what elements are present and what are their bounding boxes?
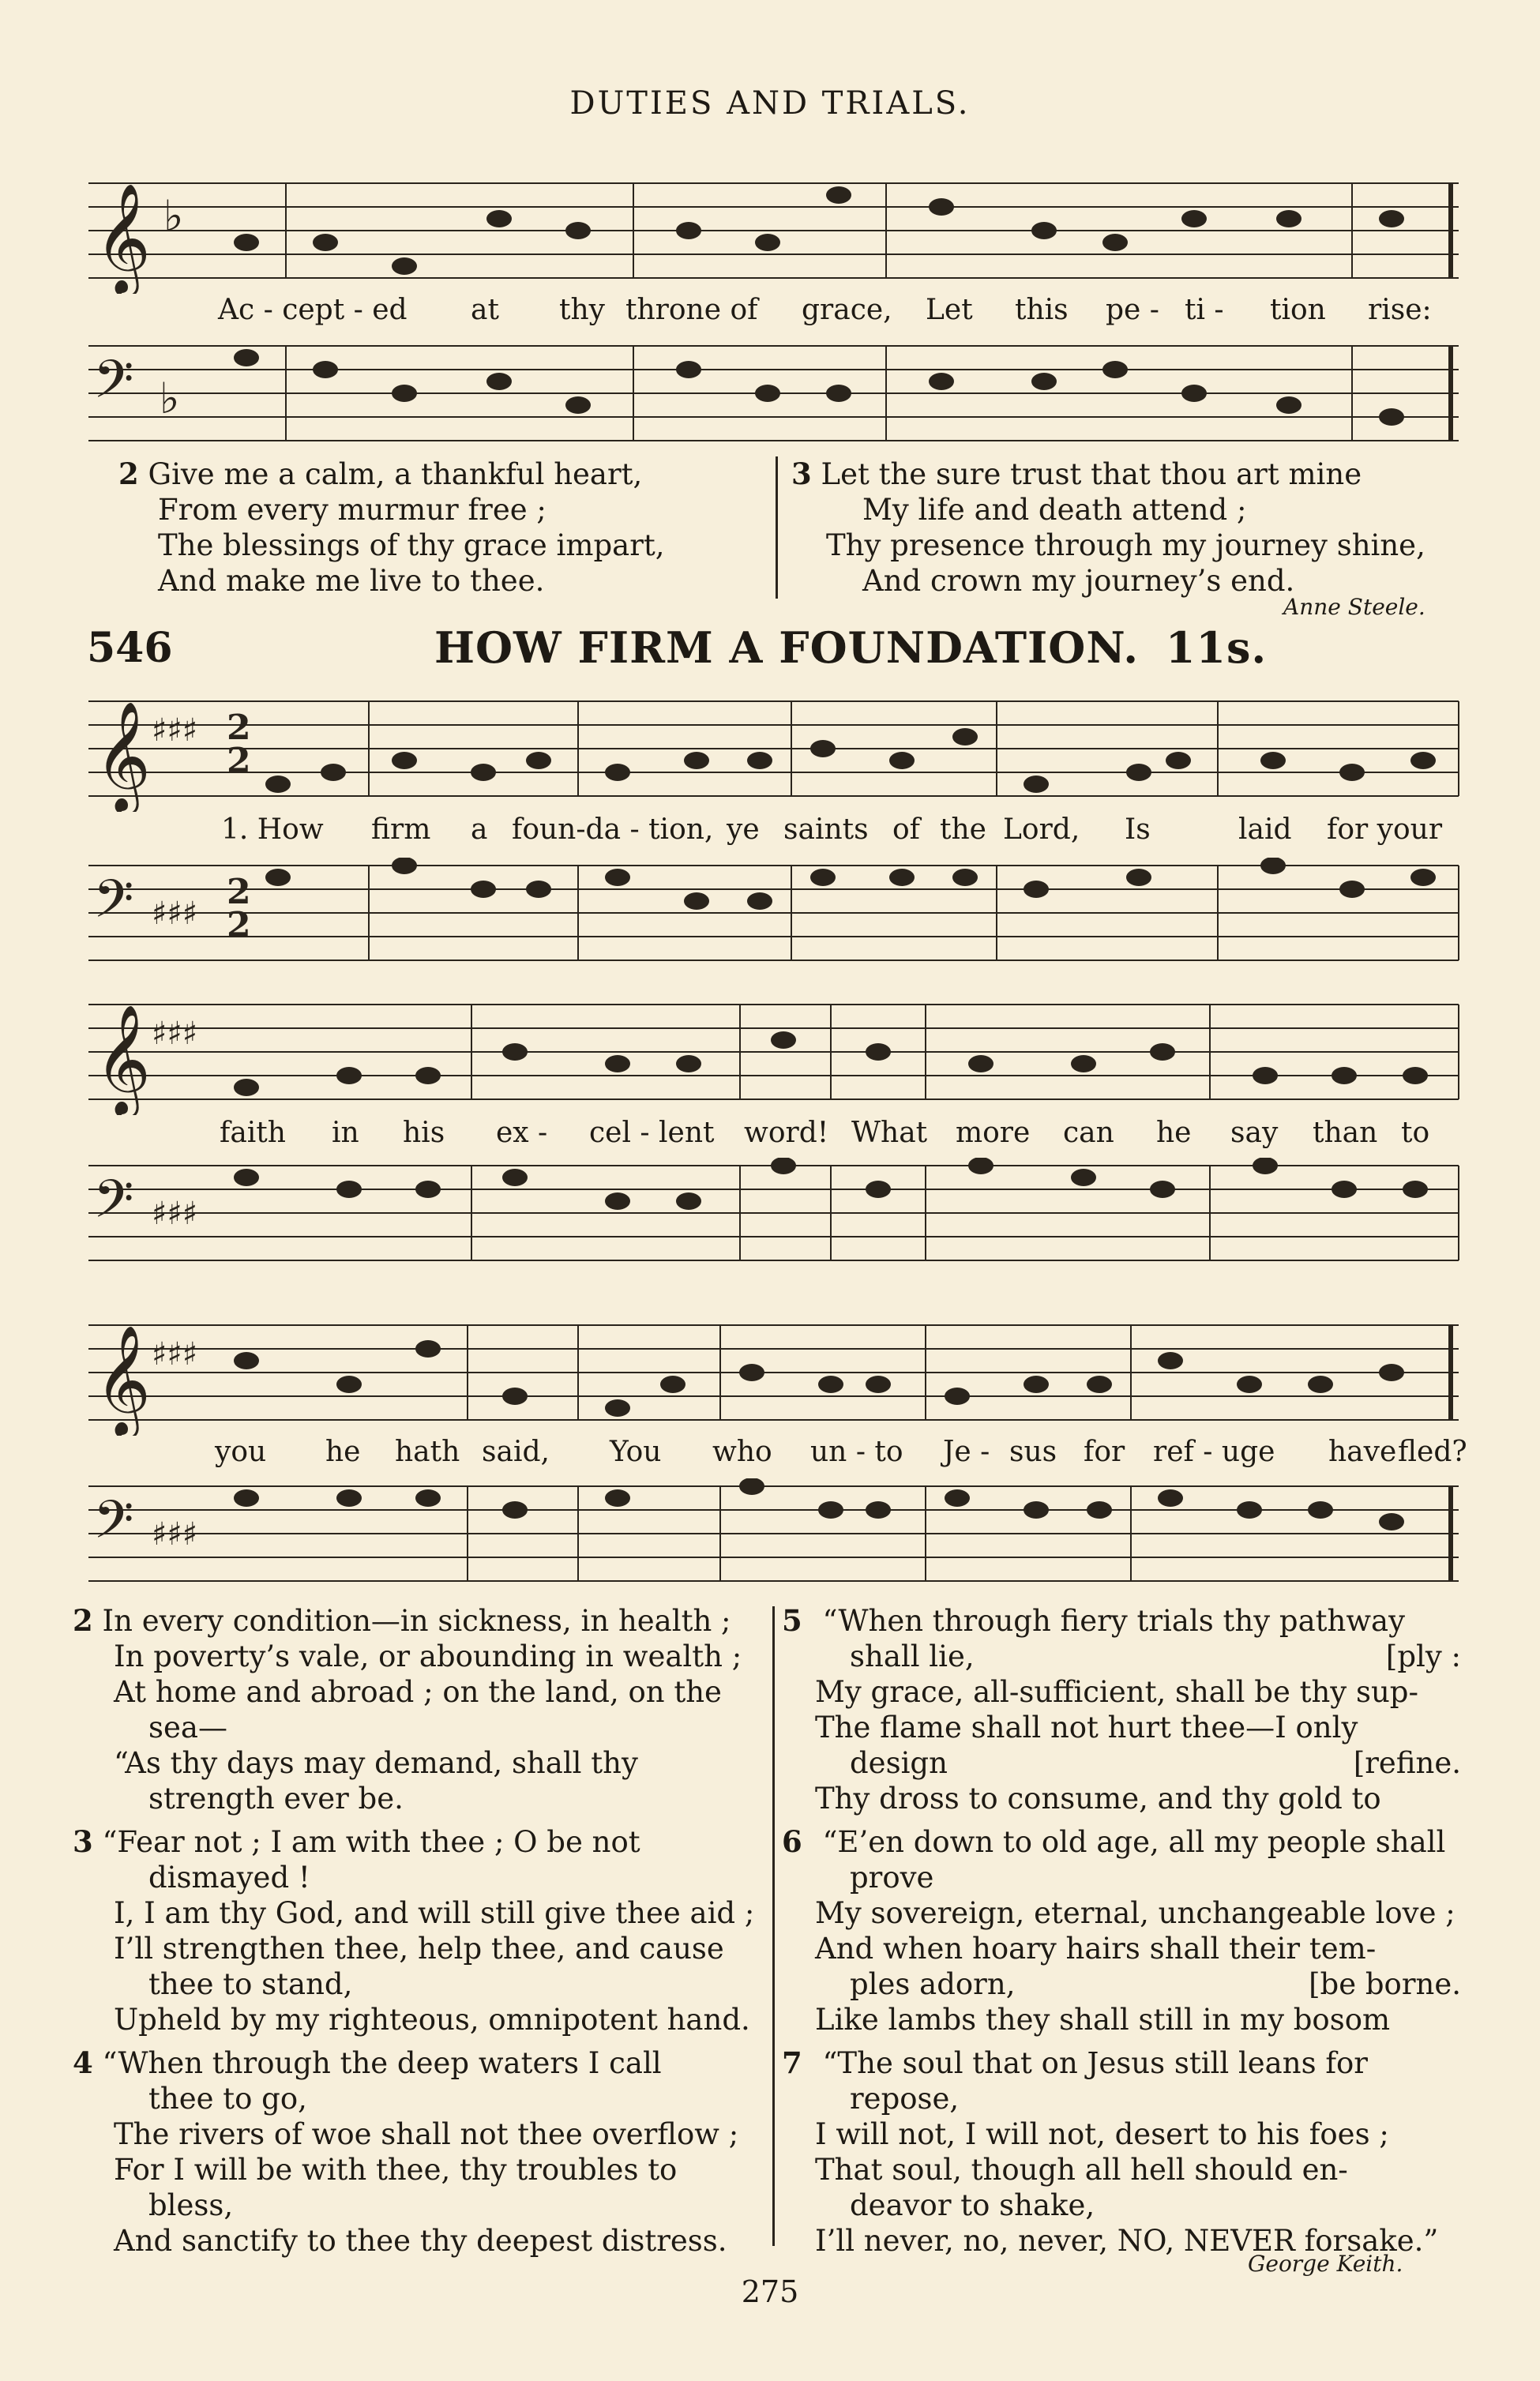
lyric-word: can [1063,1117,1114,1149]
verse-2 [73,1603,758,1816]
system3-bass-svg [88,1478,1463,1597]
lyric-word: say [1230,1117,1279,1149]
verse-line: The flame shall not hurt thee—I only [815,1711,1358,1744]
lyric-word: firm [371,813,431,846]
lyric-word: rise: [1368,294,1432,326]
top-verse-3 [791,456,1425,599]
lyric-word: he [325,1436,361,1468]
system1-lyric-line [0,813,1540,853]
lyric-word: faith [220,1117,286,1149]
lyric-word: sus [1009,1436,1057,1468]
verse-number: 3 [73,1824,93,1859]
lyric-word: Je - [943,1436,990,1468]
svg-text:♯♯♯: ♯♯♯ [152,1016,198,1052]
lyric-word: a [471,813,488,846]
system3-treble-staff [88,1317,1463,1436]
verse-line: And when hoary hairs shall their tem- [815,1932,1377,1966]
svg-text:2: 2 [227,741,251,781]
system2-bass-svg [88,1158,1463,1276]
verse-5 [782,1603,1461,1816]
lyric-word: he [1156,1117,1192,1149]
verses-column-divider [772,1606,775,2246]
lyric-word: have [1328,1436,1397,1468]
page-header: DUTIES AND TRIALS. [569,85,971,122]
lyric-word: than [1313,1117,1378,1149]
lyric-word: What [851,1117,928,1149]
lyric-word: at [471,294,499,326]
svg-text:♭: ♭ [160,374,180,423]
verse-line: In poverty’s vale, or abounding in wealth ; [114,1639,742,1673]
system1-bass-staff [88,858,1463,976]
verse-number: 2 [118,456,139,491]
system3-bass-staff [88,1478,1463,1597]
system2-lyric-line [0,1117,1540,1156]
lyric-word: Ac - cept - ed [218,294,408,326]
system3-treble-svg [88,1317,1463,1436]
lyric-word: fled? [1398,1436,1467,1468]
hymn-title-text: HOW FIRM A FOUNDATION. [434,622,1140,673]
svg-text:𝄞: 𝄞 [95,701,151,811]
svg-text:𝄢: 𝄢 [93,349,134,422]
verse-number: 5 [782,1603,802,1638]
verse-divider [776,456,778,599]
hymn-meter: 11s. [1165,622,1268,673]
lyric-word: said, [482,1436,550,1468]
system2-treble-svg [88,997,1463,1115]
svg-text:𝄞: 𝄞 [95,1325,151,1435]
verse-line: And make me live to thee. [158,564,545,598]
lyric-word: word! [744,1117,829,1149]
verse-line: The blessings of thy grace impart, [158,528,665,562]
svg-text:𝄢: 𝄢 [93,1489,134,1563]
verse-line: repose, [850,2082,960,2116]
lyric-word: more [956,1117,1031,1149]
verse-line: My life and death attend ; [862,493,1247,527]
verse-line: From every murmur free ; [158,493,547,527]
svg-text:♯♯♯: ♯♯♯ [152,1336,198,1373]
svg-text:♯♯♯: ♯♯♯ [152,1516,198,1553]
svg-text:2: 2 [227,708,251,748]
verse-line: sea— [148,1711,227,1744]
lyric-word: foun-da - tion, [512,813,714,846]
verse-line: Thy dross to consume, and thy gold to [815,1782,1381,1816]
verse-line: [refine. [1353,1746,1461,1780]
verse-line: The rivers of woe shall not thee overflow ; [114,2117,739,2151]
hymn-author: George Keith. [1248,2251,1403,2277]
verse-line: Thy presence through my journey shine, [826,528,1425,562]
verse-line: deavor to shake, [850,2188,1095,2222]
lyric-word: un - to [810,1436,903,1468]
verse-line: thee to stand, [148,1967,353,2001]
verse-line: shall lie, [850,1639,975,1673]
lyric-word: ex - [496,1117,548,1149]
lyric-word: the [940,813,986,846]
lyric-word: hath [395,1436,460,1468]
verse-line: “E’en down to old age, all my people shall [822,1825,1446,1859]
verse-3 [73,1824,758,2037]
lyric-word: laid [1238,813,1292,846]
top-hymn-author: Anne Steele. [1283,594,1425,620]
lyric-word: ye [727,813,760,846]
verse-line: My grace, all-sufficient, shall be thy sup- [815,1675,1418,1709]
lyric-word: thy [559,294,605,326]
top-verse-2 [118,456,665,599]
svg-text:2: 2 [227,872,251,912]
top-bass-staff [88,338,1463,456]
verse-line: bless, [148,2188,234,2222]
hymn-title [434,622,1267,673]
verse-line: prove [850,1861,934,1895]
lyric-word: for your [1327,813,1443,846]
lyric-word: for [1084,1436,1125,1468]
svg-text:♯♯♯: ♯♯♯ [152,712,198,749]
lyric-word: You [610,1436,662,1468]
lyric-word: tion [1270,294,1326,326]
verse-line: thee to go, [148,2082,307,2116]
verse-line: “When through fiery trials thy pathway [822,1604,1405,1638]
verse-line: I’ll strengthen thee, help thee, and cause [114,1932,724,1966]
verse-line: Like lambs they shall still in my bosom [815,2003,1391,2037]
system2-bass-staff [88,1158,1463,1276]
verse-6 [782,1824,1461,2037]
verse-line: ples adorn, [850,1967,1016,2001]
verse-line: dismayed ! [148,1861,310,1895]
lyric-word: 1. How [221,813,324,846]
verse-line: Give me a calm, a thankful heart, [148,457,643,491]
lyric-word: Lord, [1003,813,1080,846]
verse-line: That soul, though all hell should en- [815,2153,1348,2187]
lyric-word: this [1015,294,1069,326]
top-treble-staff [88,175,1463,294]
lyric-word: pe - [1106,294,1159,326]
lyric-word: to [1401,1117,1430,1149]
top-lyric-line [0,294,1540,333]
verse-number: 6 [782,1824,802,1859]
lyric-word: cel - lent [589,1117,715,1149]
svg-text:2: 2 [227,905,251,945]
top-treble-staff-svg [88,175,1463,294]
lyric-word: you [215,1436,267,1468]
svg-text:𝄞: 𝄞 [95,183,151,293]
verse-line: “Fear not ; I am with thee ; O be not [102,1825,640,1859]
verses-left-column [73,1603,758,2259]
verse-number: 7 [782,2045,802,2080]
svg-text:𝄞: 𝄞 [95,1005,151,1114]
verse-line: Let the sure trust that thou art mine [821,457,1362,491]
lyric-word: of [892,813,920,846]
verse-line: I, I am thy God, and will still give thee aid ; [114,1896,755,1930]
verse-number: 2 [73,1603,93,1638]
verse-line: And crown my journey’s end. [862,564,1295,598]
lyric-word: ref - uge [1153,1436,1275,1468]
lyric-word: in [332,1117,359,1149]
hymn-number: 546 [87,624,173,672]
verse-line: And sanctify to thee thy deepest distress. [114,2224,727,2258]
verse-line: I’ll never, no, never, NO, NEVER forsake.” [815,2224,1439,2258]
verse-line: I will not, I will not, desert to his foes ; [815,2117,1389,2151]
verse-line: For I will be with thee, thy troubles to [114,2153,678,2187]
verse-line: “When through the deep waters I call [102,2046,662,2080]
verse-line: “As thy days may demand, shall thy [114,1746,638,1780]
lyric-word: his [403,1117,445,1149]
lyric-word: who [712,1436,772,1468]
lyric-word: Is [1125,813,1151,846]
svg-text:♯♯♯: ♯♯♯ [152,896,198,932]
svg-text:♯♯♯: ♯♯♯ [152,1196,198,1232]
svg-text:♭: ♭ [163,191,184,241]
verse-line: “The soul that on Jesus still leans for [822,2046,1368,2080]
page-number: 275 [741,2274,799,2309]
verse-4 [73,2045,758,2259]
verse-line: strength ever be. [148,1782,404,1816]
top-bass-staff-svg [88,338,1463,456]
lyric-word: ti - [1185,294,1224,326]
lyric-word: saints [783,813,869,846]
verse-line: design [850,1746,948,1780]
verse-line: In every condition—in sickness, in health ; [102,1604,731,1638]
verse-line: [be borne. [1309,1967,1461,2001]
verse-line: [ply : [1385,1639,1461,1673]
lyric-word: grace, [802,294,892,326]
verse-line: At home and abroad ; on the land, on the [114,1675,722,1709]
system1-treble-staff [88,693,1463,812]
verse-line: Upheld by my righteous, omnipotent hand. [114,2003,750,2037]
verses-right-column [782,1603,1461,2259]
verse-number: 3 [791,456,812,491]
system1-treble-svg [88,693,1463,812]
verse-number: 4 [73,2045,93,2080]
svg-text:𝄢: 𝄢 [93,1169,134,1242]
lyric-word: throne of [625,294,758,326]
lyric-word: Let [926,294,973,326]
svg-text:𝄢: 𝄢 [93,869,134,942]
system3-lyric-line [0,1436,1540,1475]
system2-treble-staff [88,997,1463,1115]
verse-line: My sovereign, eternal, unchangeable love ; [815,1896,1455,1930]
system1-bass-svg [88,858,1463,976]
verse-7 [782,2045,1461,2259]
